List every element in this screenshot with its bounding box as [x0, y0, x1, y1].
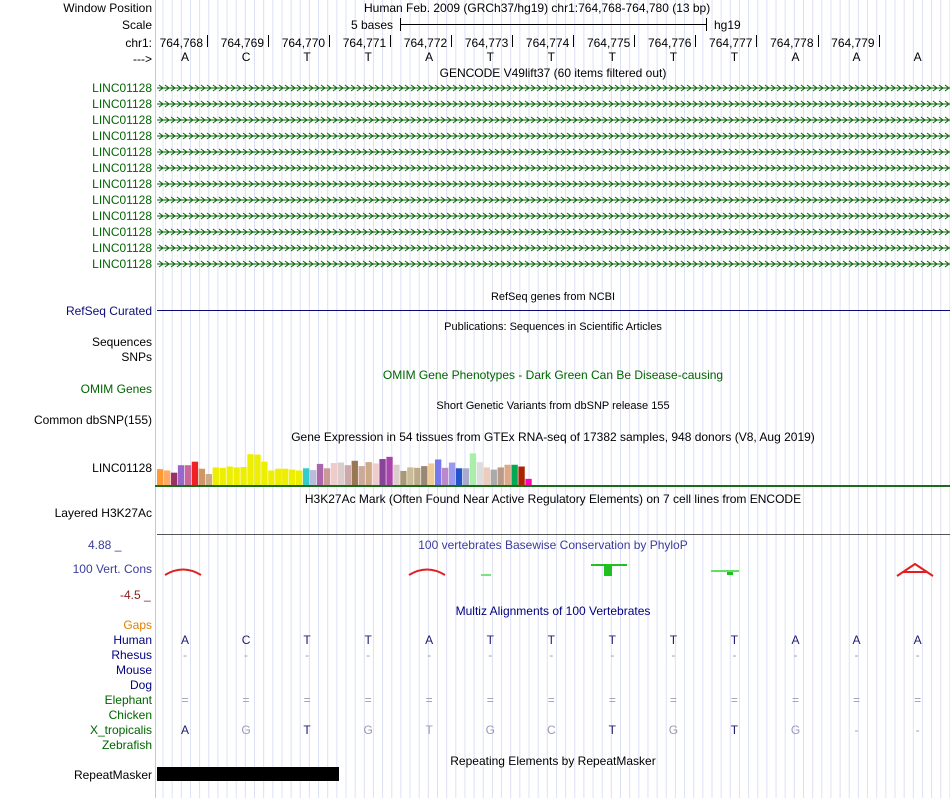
ruler-position-label: 764,769	[220, 36, 265, 50]
gencode-transcript-label[interactable]: LINC01128	[92, 257, 152, 271]
ruler-position-label: 764,773	[464, 36, 509, 50]
ruler-position-label: 764,775	[586, 36, 631, 50]
alignment-base: T	[608, 633, 617, 647]
gencode-transcript-label[interactable]: LINC01128	[92, 129, 152, 143]
gtex-tissue-bar	[345, 465, 351, 485]
gtex-tissue-bar	[449, 463, 455, 485]
window-position-label: Window Position	[63, 1, 152, 15]
gencode-transcript-label[interactable]: LINC01128	[92, 225, 152, 239]
alignment-base: A	[425, 633, 434, 647]
gencode-transcript-label[interactable]: LINC01128	[92, 193, 152, 207]
ruler-position-label: 764,771	[342, 36, 387, 50]
alignment-base: T	[730, 723, 739, 737]
gtex-tissue-bar	[275, 469, 281, 485]
gtex-tissue-bar	[505, 465, 511, 485]
alignment-base: -	[671, 648, 676, 662]
gtex-tissue-bar	[289, 470, 295, 485]
alignment-base: =	[303, 693, 311, 707]
conservation-positive-peak	[591, 564, 627, 566]
ruler-position-label: 764,768	[159, 36, 203, 50]
alignment-base: T	[669, 633, 678, 647]
alignment-base: -	[732, 648, 737, 662]
scale-label: Scale	[121, 18, 152, 32]
ruler-tick	[879, 35, 880, 47]
gtex-tissue-bar	[199, 469, 205, 485]
gtex-tissue-bar	[407, 467, 413, 485]
ruler-position-label: 764,777	[709, 36, 753, 50]
alignment-base: G	[668, 723, 679, 737]
ruler-position-label: 764,778	[770, 36, 814, 50]
alignment-base: -	[488, 648, 493, 662]
gtex-tissue-bar	[247, 454, 253, 485]
scale-bar-left-tick	[400, 18, 401, 31]
base-letter: C	[241, 50, 251, 64]
gencode-transcript-feature[interactable]	[155, 147, 950, 157]
multiz-gaps-label[interactable]: Gaps	[123, 618, 152, 632]
gencode-transcript-feature[interactable]	[155, 179, 950, 189]
base-letter: A	[180, 50, 189, 64]
gtex-tissue-bar	[303, 468, 309, 485]
gtex-tissue-bar	[435, 459, 441, 485]
gtex-tissue-bar	[185, 465, 191, 485]
gtex-tissue-bar	[386, 457, 392, 485]
ruler-tick	[756, 35, 757, 47]
refseq-feature-line[interactable]	[157, 310, 950, 311]
omim-genes-label[interactable]: OMIM Genes	[80, 382, 152, 396]
publications-sequences-label[interactable]: Sequences	[91, 335, 152, 349]
base-letter: T	[364, 50, 372, 64]
alignment-base: C	[241, 633, 251, 647]
gtex-tissue-bar	[282, 469, 288, 485]
alignment-base: =	[181, 693, 189, 707]
species-label[interactable]: Chicken	[108, 708, 152, 722]
scale-bar-right-tick	[706, 18, 707, 31]
gtex-tissue-bar	[254, 455, 260, 485]
gencode-transcript-label[interactable]: LINC01128	[92, 113, 152, 127]
repeatmasker-label[interactable]: RepeatMasker	[73, 768, 152, 782]
scale-bases-text: 5 bases	[351, 18, 394, 32]
alignment-base: G	[485, 723, 495, 737]
gencode-transcript-label[interactable]: LINC01128	[92, 177, 152, 191]
ruler-position-label: 764,779	[831, 36, 875, 50]
conservation-min-value: -4.5 _	[120, 588, 151, 602]
alignment-base: -	[549, 648, 554, 662]
base-letter: T	[730, 50, 739, 64]
conservation-negative-peak	[409, 570, 445, 576]
alignment-base: G	[363, 723, 373, 737]
gtex-tissue-bar	[498, 467, 504, 485]
species-label[interactable]: X_tropicalis	[89, 723, 152, 737]
base-letter: T	[547, 50, 555, 64]
gtex-tissue-bar	[261, 462, 267, 485]
gtex-tissue-bar	[463, 468, 469, 485]
alignment-base: T	[425, 723, 433, 737]
ruler-tick	[695, 35, 696, 47]
conservation-positive-peak	[481, 574, 491, 576]
gtex-track-title[interactable]: Gene Expression in 54 tissues from GTEx RNA-seq of 17382 samples, 948 donors (V8, Aug 2019)	[291, 430, 815, 444]
alignment-base: A	[791, 633, 800, 647]
ruler-tick	[268, 35, 269, 47]
gtex-tissue-bar	[296, 470, 302, 485]
gtex-tissue-bar	[491, 470, 497, 485]
repeatmasker-element[interactable]	[157, 767, 339, 781]
ruler-tick	[390, 35, 391, 47]
gtex-tissue-bar	[220, 468, 226, 485]
refseq-track-title[interactable]: RefSeq genes from NCBI	[490, 291, 616, 303]
alignment-base: -	[183, 648, 187, 662]
gtex-tissue-bar	[310, 470, 316, 485]
gtex-tissue-bar	[414, 468, 420, 485]
gtex-baseline	[155, 485, 950, 487]
alignment-base: T	[730, 633, 739, 647]
species-label[interactable]: Elephant	[104, 693, 152, 707]
gtex-tissue-bar	[421, 466, 427, 485]
alignment-base: C	[546, 723, 556, 737]
alignment-base: -	[915, 648, 920, 662]
gencode-transcript-label[interactable]: LINC01128	[92, 97, 152, 111]
alignment-base: =	[364, 693, 372, 707]
gencode-transcript-feature[interactable]	[155, 131, 950, 141]
gencode-transcript-label[interactable]: LINC01128	[92, 145, 152, 159]
alignment-base: -	[854, 723, 859, 737]
gencode-transcript-label[interactable]: LINC01128	[92, 241, 152, 255]
species-label[interactable]: Mouse	[115, 663, 152, 677]
conservation-positive-peak	[711, 570, 739, 572]
alignment-base: -	[366, 648, 371, 662]
dbsnp-label[interactable]: Common dbSNP(155)	[33, 413, 152, 427]
gtex-tissue-bar	[359, 466, 365, 485]
alignment-base: =	[669, 693, 677, 707]
gencode-transcript-feature[interactable]	[155, 83, 950, 93]
gtex-tissue-bar	[470, 453, 476, 485]
gtex-tissue-bar	[428, 463, 434, 485]
conservation-negative-peak	[165, 570, 201, 576]
base-letter: A	[913, 50, 922, 64]
base-letter: T	[486, 50, 494, 64]
alignment-base: T	[303, 633, 311, 647]
alignment-base: T	[364, 633, 372, 647]
ruler-tick	[634, 35, 635, 47]
ruler-tick	[207, 35, 208, 47]
gtex-tissue-bar	[366, 462, 372, 485]
gencode-transcript-feature[interactable]	[155, 195, 950, 205]
gtex-tissue-bar	[393, 465, 399, 485]
omim-track-title[interactable]: OMIM Gene Phenotypes - Dark Green Can Be Disease-causing	[382, 368, 724, 382]
gencode-transcript-feature[interactable]	[155, 99, 950, 109]
alignment-base: G	[241, 723, 251, 737]
gtex-tissue-bar	[213, 467, 219, 485]
alignment-base: A	[180, 633, 189, 647]
gencode-transcript-label[interactable]: LINC01128	[92, 209, 152, 223]
alignment-base: -	[610, 648, 615, 662]
alignment-base: A	[180, 723, 189, 737]
gtex-tissue-bar	[317, 464, 323, 485]
ruler-position-label: 764,772	[403, 36, 448, 50]
gtex-tissue-bar	[171, 473, 177, 485]
ruler-position-label: 764,774	[525, 36, 570, 50]
gtex-tissue-bar	[400, 471, 406, 485]
conservation-positive-peak	[727, 572, 733, 575]
scale-bar	[400, 24, 706, 25]
alignment-base: =	[914, 693, 922, 707]
gtex-tissue-bar	[164, 470, 170, 485]
alignment-base: -	[305, 648, 310, 662]
base-letter: T	[669, 50, 678, 64]
gtex-tissue-bar	[442, 468, 448, 485]
ruler-tick	[818, 35, 819, 47]
gencode-transcript-label[interactable]: LINC01128	[92, 81, 152, 95]
conservation-negative-peak	[897, 564, 933, 576]
assembly-position-text: Human Feb. 2009 (GRCh37/hg19) chr1:764,768-764,780 (13 bp)	[364, 1, 711, 15]
species-label[interactable]: Dog	[129, 678, 152, 692]
gtex-tissue-bar	[227, 467, 233, 485]
species-label[interactable]: Rhesus	[111, 648, 152, 662]
ruler-tick	[329, 35, 330, 47]
alignment-base: -	[427, 648, 432, 662]
gencode-transcript-feature[interactable]	[155, 243, 950, 253]
alignment-base: =	[608, 693, 616, 707]
alignment-base: A	[913, 633, 922, 647]
base-letter: T	[303, 50, 311, 64]
alignment-base: =	[547, 693, 555, 707]
gencode-transcript-feature[interactable]	[155, 227, 950, 237]
gtex-tissue-bar	[157, 469, 163, 485]
publications-track-title[interactable]: Publications: Sequences in Scientific Articles	[444, 321, 662, 333]
gtex-tissue-bar	[192, 462, 198, 485]
alignment-base: =	[242, 693, 250, 707]
strand-label: --->	[133, 52, 152, 66]
gencode-transcript-feature[interactable]	[155, 259, 950, 269]
h3k27ac-baseline	[157, 534, 950, 535]
alignment-base: -	[793, 648, 798, 662]
gencode-transcript-label[interactable]: LINC01128	[92, 161, 152, 175]
snps-label[interactable]: SNPs	[121, 350, 152, 364]
base-letter: T	[608, 50, 617, 64]
conservation-signal[interactable]	[155, 560, 950, 580]
h3k27ac-label[interactable]: Layered H3K27Ac	[54, 506, 152, 520]
gtex-tissue-bar	[352, 461, 358, 485]
gtex-tissue-bar	[518, 467, 524, 485]
gtex-tissue-bar	[206, 474, 212, 485]
ruler-position-label: 764,776	[648, 36, 692, 50]
gtex-tissue-bar	[525, 479, 531, 485]
gtex-tissue-bar	[477, 462, 483, 485]
conservation-positive-peak	[604, 566, 612, 576]
ruler-position-label: 764,770	[281, 36, 326, 50]
conservation-track-title[interactable]: 100 vertebrates Basewise Conservation by PhyloP	[418, 538, 688, 552]
base-letter: A	[791, 50, 800, 64]
gencode-transcript-feature[interactable]	[155, 211, 950, 221]
gtex-tissue-bar	[484, 467, 490, 485]
repeatmasker-track-title[interactable]: Repeating Elements by RepeatMasker	[450, 754, 656, 768]
refseq-label[interactable]: RefSeq Curated	[65, 304, 152, 318]
conservation-max-value: 4.88 _	[88, 538, 122, 552]
gtex-tissue-bar	[233, 467, 239, 485]
species-label[interactable]: Human	[113, 633, 152, 647]
alignment-base: =	[791, 693, 799, 707]
dbsnp-track-title[interactable]: Short Genetic Variants from dbSNP release 155	[436, 400, 670, 412]
gtex-tissue-bar	[379, 459, 385, 485]
gtex-tissue-bar	[268, 470, 274, 485]
gtex-gene-label[interactable]: LINC01128	[92, 461, 152, 475]
gtex-expression-bars[interactable]	[155, 440, 950, 490]
gtex-tissue-bar	[372, 463, 378, 485]
alignment-base: =	[486, 693, 494, 707]
gtex-tissue-bar	[331, 463, 337, 485]
alignment-base: G	[790, 723, 801, 737]
alignment-base: =	[730, 693, 738, 707]
species-label[interactable]: Zebrafish	[101, 738, 152, 752]
alignment-base: =	[425, 693, 433, 707]
alignment-base: T	[486, 633, 494, 647]
alignment-base: -	[244, 648, 249, 662]
gencode-track-title[interactable]: GENCODE V49lift37 (60 items filtered out)	[439, 66, 667, 80]
ruler-tick	[573, 35, 574, 47]
gtex-tissue-bar	[240, 467, 246, 485]
conservation-label[interactable]: 100 Vert. Cons	[72, 562, 152, 576]
ruler-tick	[512, 35, 513, 47]
h3k27ac-track-title[interactable]: H3K27Ac Mark (Often Found Near Active Regulatory Elements) on 7 cell lines from ENCODE	[304, 492, 802, 506]
scale-db-text: hg19	[714, 18, 741, 32]
gtex-tissue-bar	[338, 463, 344, 485]
base-letter: A	[425, 50, 434, 64]
alignment-base: -	[854, 648, 859, 662]
multiz-track-title[interactable]: Multiz Alignments of 100 Vertebrates	[455, 604, 651, 618]
alignment-base: T	[303, 723, 311, 737]
alignment-base: -	[915, 723, 920, 737]
alignment-base: T	[547, 633, 555, 647]
chromosome-label: chr1:	[125, 36, 152, 50]
gtex-tissue-bar	[511, 465, 517, 485]
gtex-tissue-bar	[456, 468, 462, 485]
base-letter: A	[852, 50, 861, 64]
alignment-base: =	[853, 693, 861, 707]
gencode-transcript-feature[interactable]	[155, 163, 950, 173]
gtex-tissue-bar	[324, 468, 330, 485]
ruler-tick	[451, 35, 452, 47]
gtex-tissue-bar	[178, 465, 184, 485]
alignment-base: T	[608, 723, 617, 737]
alignment-base: A	[852, 633, 861, 647]
gencode-transcript-feature[interactable]	[155, 115, 950, 125]
